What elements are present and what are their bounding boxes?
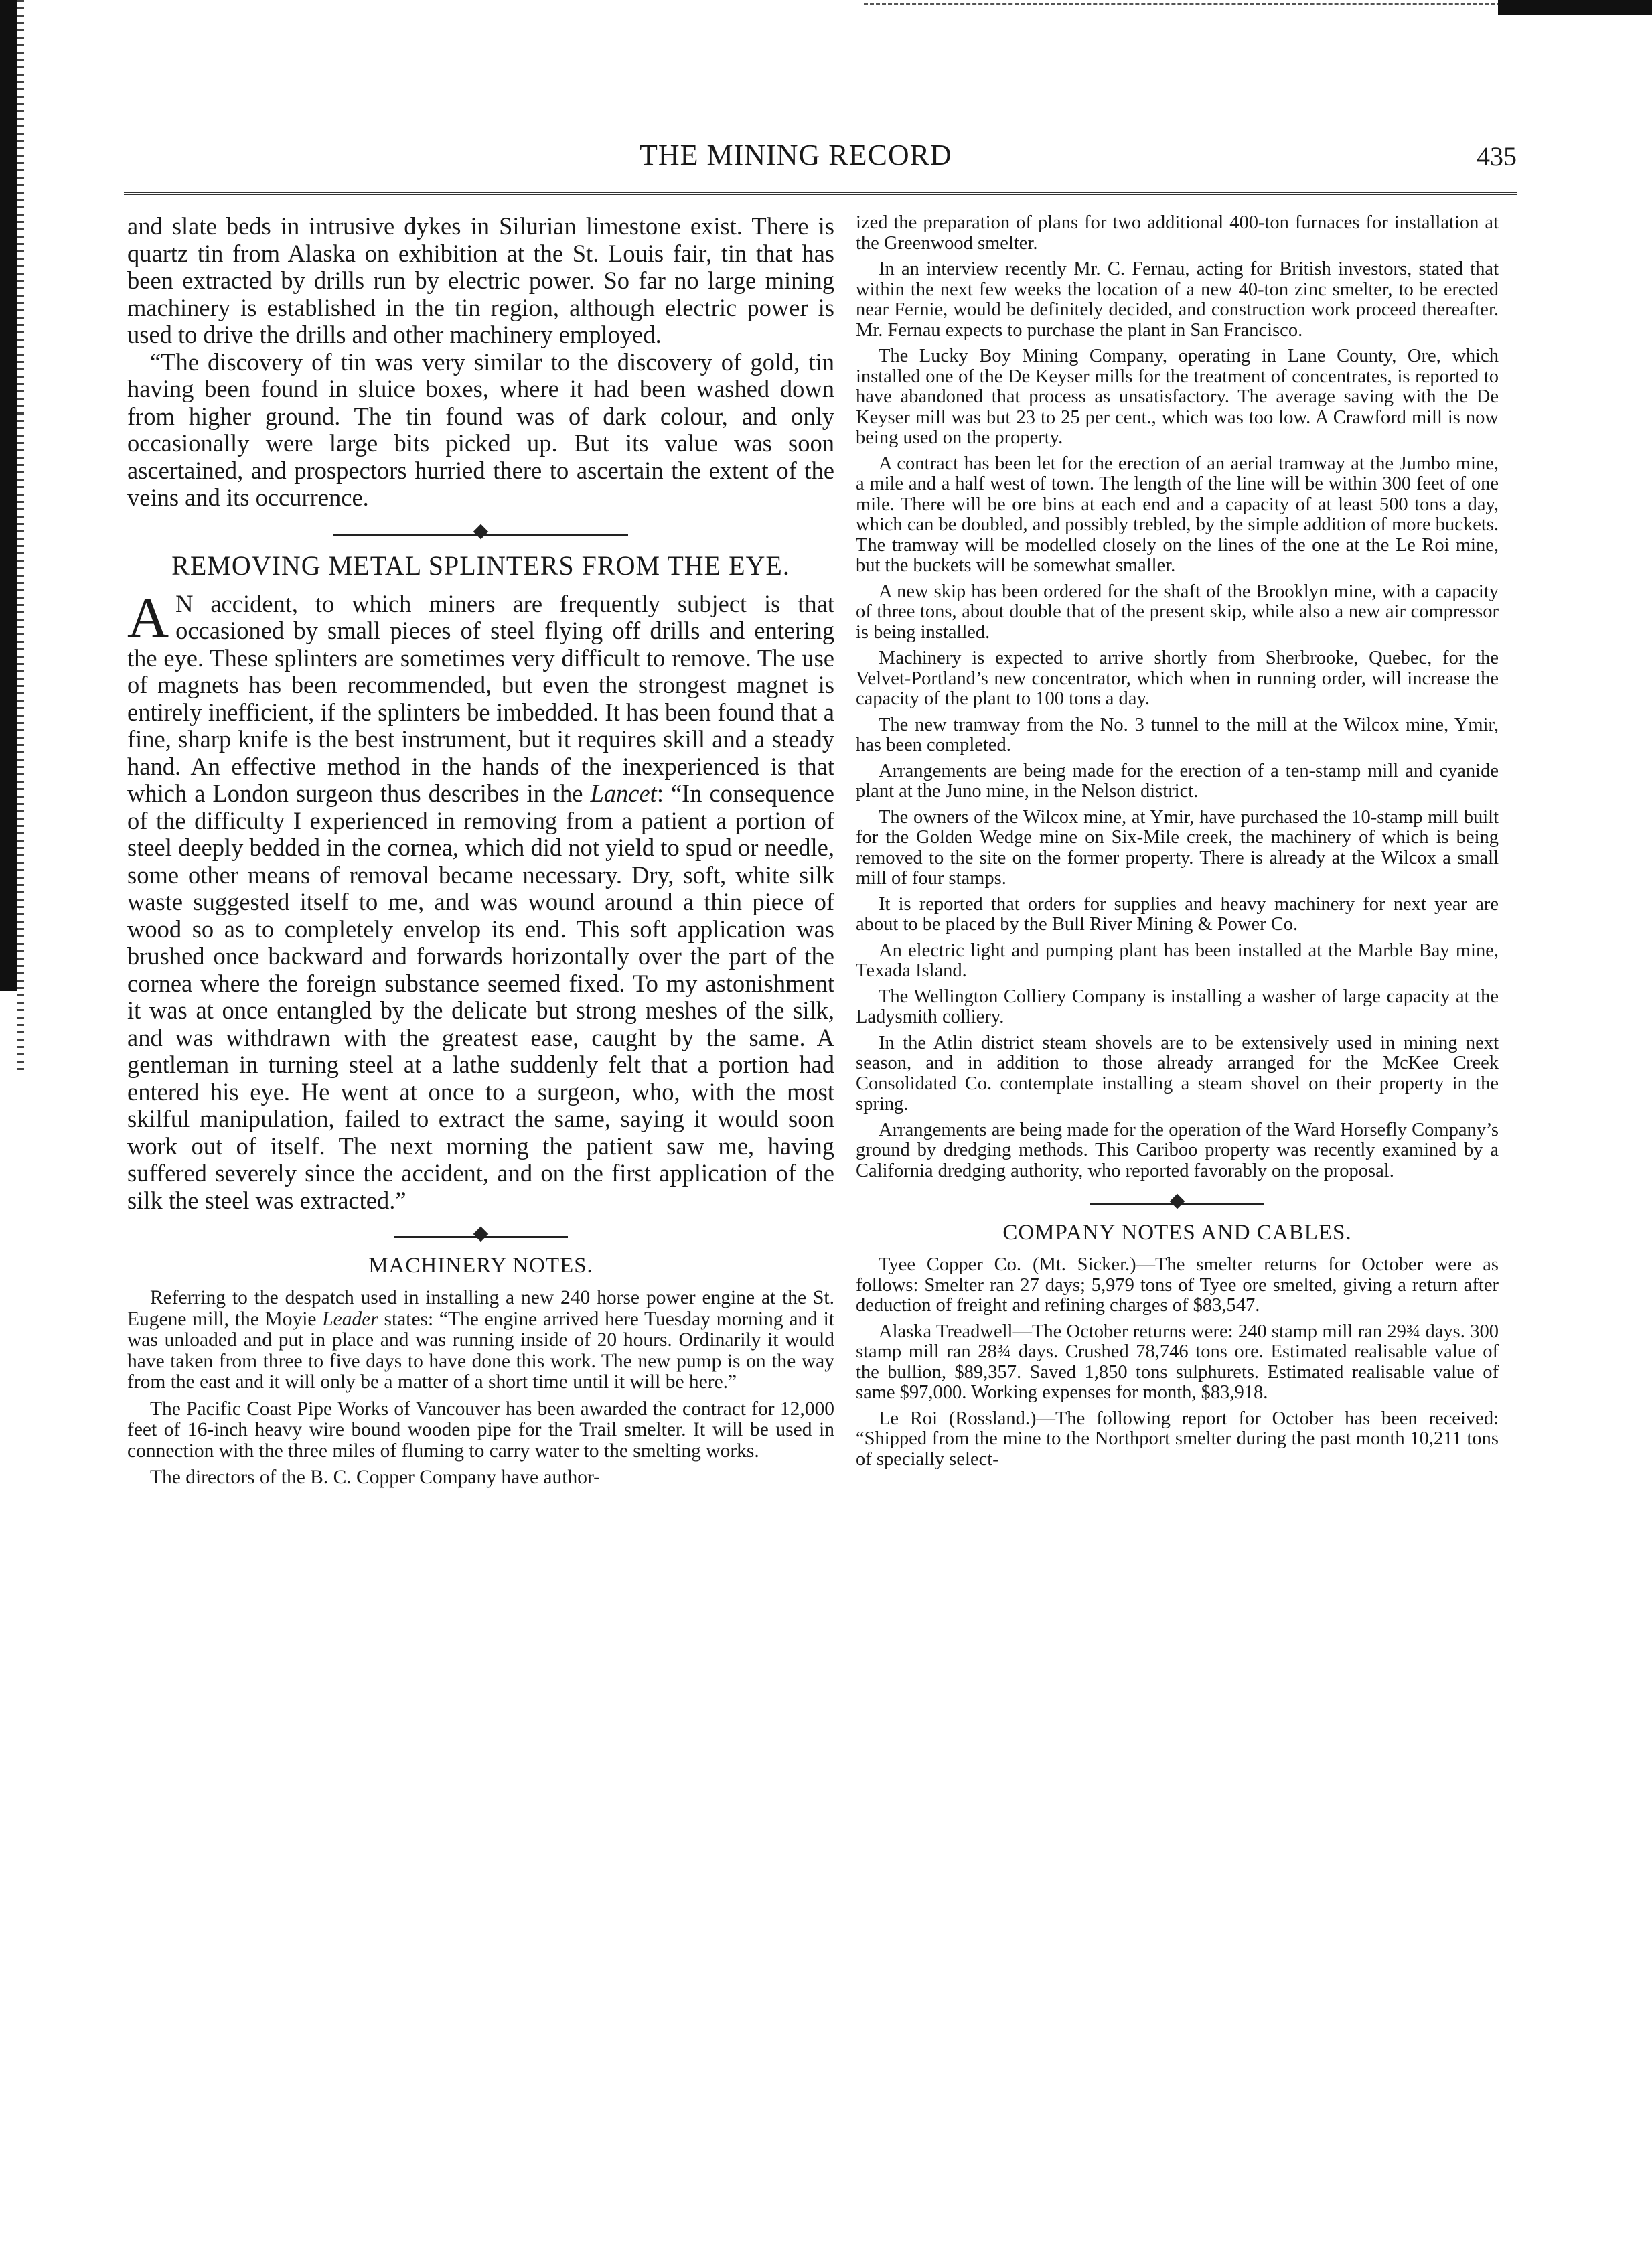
news-paragraph: A new skip has been ordered for the shaft of the Brooklyn mine, with a capacity of three tons, about double that of the present skip, while also a new air compressor is being installed. (856, 581, 1499, 643)
source-journal: Lancet (590, 779, 657, 807)
news-paragraph: It is reported that orders for supplies and heavy machinery for next year are about to be placed by the Bull River Mining & Power Co. (856, 893, 1499, 935)
company-note: Tyee Copper Co. (Mt. Sicker.)—The smelter returns for October were as follows: Smelter ran 27 days; 5,979 tons of Tyee ore smelted, giving a return after deduction of freight and refining charges of $83,547. (856, 1254, 1499, 1316)
left-column (127, 213, 834, 1489)
news-paragraph: Machinery is expected to arrive shortly from Sherbrooke, Quebec, for the Velvet-Portland’s new concentrator, which when in running order, will increase the capacity of the plant to 100 tons a day. (856, 648, 1499, 709)
machinery-note: The directors of the B. C. Copper Company have author- (150, 1467, 601, 1488)
news-paragraph: The Wellington Colliery Company is installing a washer of large capacity at the Ladysmith colliery. (856, 986, 1499, 1027)
tin-article-continued: and slate beds in intrusive dykes in Silurian limestone exist. There is quartz tin from Alaska on exhibition at the St. Louis fair, tin that has been extracted by drills run by electric power. So far no large mining machinery is established in the tin region, although electric power is used to drive the drills and other machinery employed. (127, 212, 834, 348)
page-header (124, 138, 1517, 185)
news-paragraph: In the Atlin district steam shovels are to be extensively used in mining next season, and in addition to those already arranged for the McKee Creek Consolidated Co. contemplate installing a steam shovel on their property in the spring. (856, 1032, 1499, 1114)
company-note: Le Roi (Rossland.)—The following report for October has been received: “Shipped from the mine to the Northport smelter during the past month 10,211 tons of specially select- (856, 1408, 1499, 1470)
tin-article-quote: “The discovery of tin was very similar to the discovery of gold, tin having been found in sluice boxes, where it had been washed down from higher ground. The tin found was of dark colour, and only occasionally were large bits picked up. But its value was soon ascertained, and prospectors hurried there to ascertain the extent of the veins and its occurrence. (127, 348, 834, 511)
running-title: THE MINING RECORD (640, 139, 952, 171)
section-ornament (1090, 1193, 1264, 1215)
header-rule (124, 192, 1517, 195)
section-heading-company-notes: COMPANY NOTES AND CABLES. (1002, 1221, 1352, 1245)
right-column (856, 213, 1499, 1470)
machinery-note: Referring to the despatch used in installing a new 240 horse power engine at the St. Eugene mill, the Moyie Leader states: “The engine arrived here Tuesday morning and it was unloaded and put in place and was running inside of 20 hours. Ordinarily it would have taken from three to five days to have done this work. The new pump is on the way from the east and it will only be a matter of a short time until it will be here.” (127, 1287, 834, 1393)
source-newspaper: Leader (322, 1308, 378, 1330)
news-paragraph: The Lucky Boy Mining Company, operating in Lane County, Ore, which installed one of the De Keyser mills for the treatment of concentrates, is reported to have abandoned that process as unsatisfactory. The average saving with the De Keyser mill was but 23 to 25 per cent., which was too low. A Crawford mill is now being used on the property. (856, 346, 1499, 448)
news-paragraph: ized the preparation of plans for two additional 400-ton furnaces for installation at the Greenwood smelter. (856, 212, 1499, 254)
drop-cap: A (127, 585, 169, 650)
page-number: 435 (1477, 141, 1517, 171)
machinery-note: The Pacific Coast Pipe Works of Vancouver has been awarded the contract for 12,000 feet of 16-inch heavy wire bound wooden pipe for the Trail smelter. It will be used in connection with the three miles of fluming to carry water to the smelting works. (127, 1398, 834, 1462)
news-paragraph: In an interview recently Mr. C. Fernau, acting for British investors, stated that within the next few weeks the location of a new 40-ton zinc smelter, to be erected near Fernie, would be definitely decided, and construction work proceed thereafter. Mr. Fernau expects to purchase the plant in San Francisco. (856, 258, 1499, 341)
news-paragraph: Arrangements are being made for the operation of the Ward Horsefly Company’s ground by dredging methods. This Cariboo property was recently examined by a California dredging authority, who reported favorably on the proposal. (856, 1119, 1499, 1181)
splinters-article-body: A N accident, to which miners are frequently subject is that occasioned by small pieces of steel flying off drills and entering the eye. These splinters are sometimes very difficult to remove. The use of magnets has been recommended, but even the strongest magnet is entirely inefficient, if the splinters be imbedded. It has been found that a fine, sharp knife is the best instrument, but it requires skill and a steady hand. An effective method in the hands of the inexperienced is that which a London surgeon thus describes in the Lancet: “In consequence of the difficulty I experienced in removing from a patient a portion of steel deeply bedded in the cornea, which did not yield to spud or needle, some other means of removal became necessary. Dry, soft, white silk waste suggested itself to me, and was wound around a thin piece of wood so as to completely envelop its end. This soft application was brushed once backward and forwards horizontally over the part of the cornea where the foreign substance seemed fixed. To my astonishment it was at once entangled by the delicate but strong meshes of the silk, and was withdrawn with the greatest ease, caught by the same. A gentleman in turning steel at a lathe suddenly felt that a portion had entered his eye. He went at once to a surgeon, who, with the most skilful manipulation, failed to extract the same, saying it would soon work out of itself. The next morning the patient saw me, having suffered severely since the accident, and on the first application of the silk the steel was extracted.” (127, 585, 835, 1214)
news-paragraph: An electric light and pumping plant has been installed at the Marble Bay mine, Texada Island. (856, 939, 1499, 981)
section-ornament (333, 524, 628, 545)
news-paragraph: A contract has been let for the erection of an aerial tramway at the Jumbo mine, a mile and a half west of town. The length of the line will be within 300 feet of one mile. There will be ore bins at each end and a capacity of at least 500 tons a day, which can be doubled, and possibly trebled, by the simple addition of more buckets. The tramway will be modelled closely on the lines of the one at the Le Roi mine, but the buckets will be somewhat smaller. (856, 453, 1499, 576)
top-corner-mark (1498, 0, 1652, 15)
section-heading-machinery: MACHINERY NOTES. (368, 1254, 593, 1278)
binding-edge (0, 0, 17, 991)
news-paragraph: Arrangements are being made for the erection of a ten-stamp mill and cyanide plant at the Juno mine, in the Nelson district. (856, 760, 1499, 802)
article-heading-splinters: REMOVING METAL SPLINTERS FROM THE EYE. (171, 550, 790, 581)
section-ornament (394, 1226, 568, 1248)
company-note: Alaska Treadwell—The October returns were: 240 stamp mill ran 29¾ days. 300 stamp mill ran 28¾ days. Crushed 78,746 tons ore. Estimated realisable value of the bullion, $89,357. Saved 1,850 tons sulphurets. Estimated realisable value of same $97,000. Working expenses for month, $83,918. (856, 1321, 1499, 1403)
binding-stitching (17, 0, 24, 1071)
news-paragraph: The new tramway from the No. 3 tunnel to the mill at the Wilcox mine, Ymir, has been completed. (856, 714, 1499, 755)
news-paragraph: The owners of the Wilcox mine, at Ymir, have purchased the 10-stamp mill built for the Golden Wedge mine on Six-Mile creek, the machinery of which is being removed to the site on the former property. There is already at the Wilcox a small mill of four stamps. (856, 806, 1499, 889)
